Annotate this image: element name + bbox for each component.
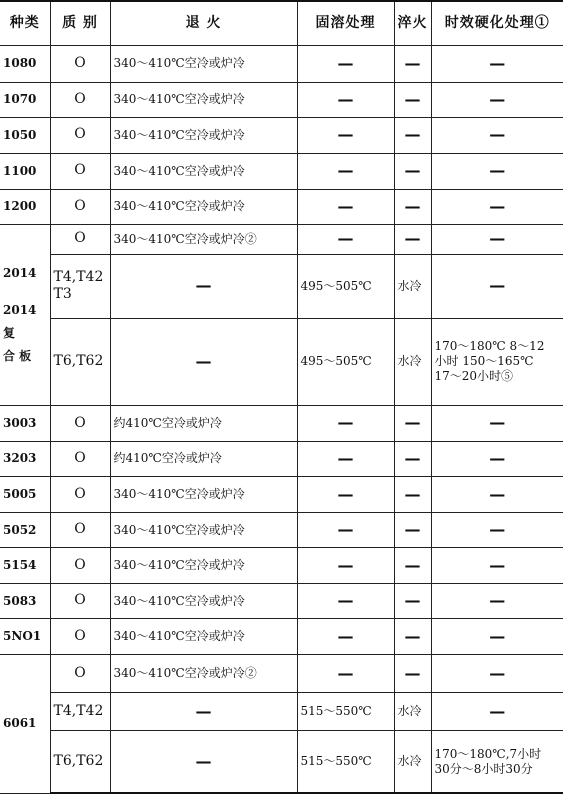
grade-cell: O xyxy=(50,153,110,189)
quench-cell: — xyxy=(394,82,431,117)
anneal-cell: 340～410℃空冷或炉冷 xyxy=(110,189,297,224)
kind-cell: 5052 xyxy=(0,513,50,548)
solution-cell: — xyxy=(297,513,394,548)
kind-cell: 5154 xyxy=(0,548,50,584)
anneal-cell: 340～410℃空冷或炉冷 xyxy=(110,117,297,153)
solution-cell: 515～550℃ xyxy=(297,693,394,731)
quench-cell: — xyxy=(394,405,431,441)
grade-cell: T4,T42 xyxy=(50,693,110,731)
aging-cell: — xyxy=(431,655,563,693)
anneal-cell: 340～410℃空冷或炉冷 xyxy=(110,619,297,655)
aging-cell: — xyxy=(431,224,563,254)
anneal-cell: 340～410℃空冷或炉冷 xyxy=(110,584,297,619)
header-row xyxy=(0,1,563,45)
quench-cell: 水冷 xyxy=(394,693,431,731)
quench-cell: — xyxy=(394,655,431,693)
grade-cell: O xyxy=(50,477,110,513)
aging-cell: — xyxy=(431,45,563,82)
solution-cell: 495～505℃ xyxy=(297,254,394,318)
solution-cell: 515～550℃ xyxy=(297,731,394,793)
anneal-cell: 340～410℃空冷或炉冷② xyxy=(110,655,297,693)
table-row xyxy=(0,224,563,254)
table-row xyxy=(0,548,563,584)
grade-cell: O xyxy=(50,655,110,693)
quench-cell: — xyxy=(394,477,431,513)
kind-cell: 3203 xyxy=(0,441,50,476)
quench-cell: — xyxy=(394,224,431,254)
aging-cell: — xyxy=(431,584,563,619)
kind-cell: 5NO1 xyxy=(0,619,50,655)
grade-cell: O xyxy=(50,117,110,153)
quench-cell: — xyxy=(394,548,431,584)
kind-cell: 1070 xyxy=(0,82,50,117)
grade-cell: T6,T62 xyxy=(50,731,110,793)
table-row xyxy=(0,405,563,441)
aging-cell: — xyxy=(431,619,563,655)
grade-cell: O xyxy=(50,619,110,655)
aging-cell: — xyxy=(431,405,563,441)
anneal-cell: 约410℃空冷或炉冷 xyxy=(110,405,297,441)
aging-cell: 170～180℃,7小时 30分～8小时30分 xyxy=(431,731,563,793)
quench-cell: — xyxy=(394,441,431,476)
solution-cell: — xyxy=(297,153,394,189)
header-aging: 时效硬化处理① xyxy=(431,1,563,45)
header-solution: 固溶处理 xyxy=(297,1,394,45)
grade-cell: O xyxy=(50,548,110,584)
table-row xyxy=(0,189,563,224)
header-quench: 淬火 xyxy=(394,1,431,45)
table-row xyxy=(0,477,563,513)
quench-cell: 水冷 xyxy=(394,731,431,793)
aging-cell: — xyxy=(431,693,563,731)
anneal-cell: 340～410℃空冷或炉冷② xyxy=(110,224,297,254)
aging-cell: — xyxy=(431,189,563,224)
kind-group-6061: 6061 xyxy=(0,655,50,793)
aging-cell: — xyxy=(431,513,563,548)
table-row xyxy=(0,619,563,655)
anneal-cell: 340～410℃空冷或炉冷 xyxy=(110,477,297,513)
grade-cell: T4,T42 T3 xyxy=(50,254,110,318)
anneal-cell: 约410℃空冷或炉冷 xyxy=(110,441,297,476)
kind-cell: 1080 xyxy=(0,45,50,82)
grade-cell: O xyxy=(50,441,110,476)
solution-cell: — xyxy=(297,441,394,476)
kind-label-2014-clad: 2014复 合 板 xyxy=(3,303,37,363)
quench-cell: — xyxy=(394,45,431,82)
aging-cell: — xyxy=(431,441,563,476)
solution-cell: — xyxy=(297,619,394,655)
grade-cell: O xyxy=(50,82,110,117)
solution-cell: — xyxy=(297,189,394,224)
grade-cell: O xyxy=(50,45,110,82)
anneal-cell: — xyxy=(110,318,297,405)
anneal-cell: 340～410℃空冷或炉冷 xyxy=(110,513,297,548)
quench-cell: — xyxy=(394,584,431,619)
aging-cell: — xyxy=(431,548,563,584)
table-row xyxy=(0,655,563,693)
kind-cell: 1200 xyxy=(0,189,50,224)
kind-cell: 3003 xyxy=(0,405,50,441)
header-kind: 种类 xyxy=(0,1,50,45)
quench-cell: — xyxy=(394,619,431,655)
table-row xyxy=(0,318,563,405)
solution-cell: — xyxy=(297,45,394,82)
table-row xyxy=(0,731,563,793)
table-row xyxy=(0,153,563,189)
solution-cell: — xyxy=(297,117,394,153)
quench-cell: — xyxy=(394,153,431,189)
solution-cell: — xyxy=(297,548,394,584)
aging-cell: — xyxy=(431,477,563,513)
quench-cell: — xyxy=(394,117,431,153)
quench-cell: — xyxy=(394,189,431,224)
solution-cell: — xyxy=(297,82,394,117)
solution-cell: — xyxy=(297,224,394,254)
aging-cell: — xyxy=(431,153,563,189)
grade-cell: O xyxy=(50,189,110,224)
solution-cell: — xyxy=(297,655,394,693)
aging-cell: — xyxy=(431,82,563,117)
grade-cell: O xyxy=(50,513,110,548)
quench-cell: — xyxy=(394,513,431,548)
solution-cell: — xyxy=(297,477,394,513)
kind-cell: 5083 xyxy=(0,584,50,619)
table-row xyxy=(0,693,563,731)
kind-cell: 1050 xyxy=(0,117,50,153)
grade-cell: O xyxy=(50,405,110,441)
anneal-cell: — xyxy=(110,254,297,318)
solution-cell: — xyxy=(297,584,394,619)
quench-cell: 水冷 xyxy=(394,318,431,405)
kind-cell: 5005 xyxy=(0,477,50,513)
table-row xyxy=(0,513,563,548)
anneal-cell: 340～410℃空冷或炉冷 xyxy=(110,45,297,82)
kind-group-2014 xyxy=(0,224,50,405)
table-row xyxy=(0,441,563,476)
quench-cell: 水冷 xyxy=(394,254,431,318)
grade-cell: O xyxy=(50,224,110,254)
table-row xyxy=(0,117,563,153)
kind-cell: 1100 xyxy=(0,153,50,189)
table-row xyxy=(0,82,563,117)
grade-cell: T6,T62 xyxy=(50,318,110,405)
table-row xyxy=(0,584,563,619)
aging-cell: — xyxy=(431,117,563,153)
solution-cell: — xyxy=(297,405,394,441)
aging-cell: 170～180℃ 8～12 小时 150～165℃ 17～20小时⑤ xyxy=(431,318,563,405)
header-grade: 质 别 xyxy=(50,1,110,45)
anneal-cell: 340～410℃空冷或炉冷 xyxy=(110,82,297,117)
aging-cell: — xyxy=(431,254,563,318)
grade-cell: O xyxy=(50,584,110,619)
anneal-cell: — xyxy=(110,731,297,793)
kind-label-2014: 2014 xyxy=(3,266,37,281)
header-anneal: 退 火 xyxy=(110,1,297,45)
solution-cell: 495～505℃ xyxy=(297,318,394,405)
anneal-cell: — xyxy=(110,693,297,731)
table-row xyxy=(0,45,563,82)
anneal-cell: 340～410℃空冷或炉冷 xyxy=(110,548,297,584)
table-row xyxy=(0,254,563,318)
anneal-cell: 340～410℃空冷或炉冷 xyxy=(110,153,297,189)
